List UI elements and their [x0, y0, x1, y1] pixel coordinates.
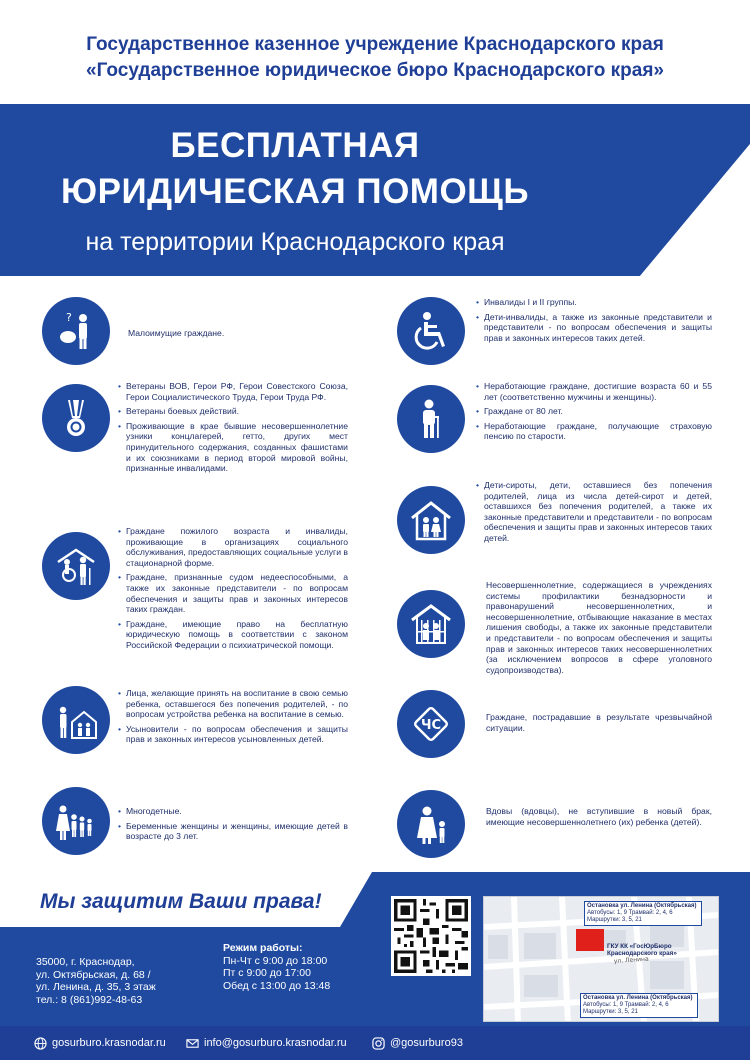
- org-line-2: «Государственное юридическое бюро Краснодарского края»: [86, 60, 664, 81]
- banner-subtitle: на территории Краснодарского края: [85, 228, 505, 256]
- adoption-icon: [42, 686, 110, 754]
- large-family-icon: [42, 787, 110, 855]
- qr-code[interactable]: [391, 896, 471, 976]
- right-item-2-text: [476, 381, 712, 446]
- right-item-5-text: Граждане, пострадавшие в результате чрезвычайной ситуации.: [486, 712, 712, 733]
- widow-icon: [397, 790, 465, 858]
- minors-detention-icon: [397, 590, 465, 658]
- right-item-3-text: [476, 480, 712, 548]
- left-item-5-text: [118, 806, 348, 846]
- svg-text:ул. Ленина: ул. Ленина: [613, 955, 649, 965]
- website-text: gosurburo.krasnodar.ru: [52, 1037, 166, 1049]
- list-item: • Усыновители - по вопросам обеспечения и защиты прав и законных интересов усыновленных детей.: [118, 724, 348, 745]
- list-item: • Проживающие в крае бывшие несовершеннолетние узники концлагерей, гетто, других мест принудительного содержания, созданных фашистами и их союзниками в период второй мировой войны, признанные инвалидами.: [118, 421, 348, 474]
- instagram-link[interactable]: [372, 1026, 463, 1060]
- list-item: • Неработающие граждане, получающие страховую пенсию по старости.: [476, 421, 712, 442]
- wheelchair-icon: [397, 297, 465, 365]
- low-income-icon: [42, 297, 110, 365]
- elderly-disabled-icon: [42, 532, 110, 600]
- right-item-1-text: [476, 297, 712, 347]
- list-item: • Неработающие граждане, достигшие возраста 60 и 55 лет (соответственно мужчины и женщины).: [476, 381, 712, 402]
- banner-title-line-1: БЕСПЛАТНАЯ: [170, 126, 420, 165]
- list-item: • Граждане, признанные судом недееспособными, а также их законные представители - по вопросам обеспечения и защиты прав и законных интересов таких граждан.: [118, 572, 348, 614]
- list-item: • Граждане пожилого возраста и инвалиды, проживающие в организациях социального обслуживания, предоставляющих социальные услуги в стационарной форме.: [118, 526, 348, 568]
- organization-title: [0, 32, 750, 84]
- list-item: • Граждане от 80 лет.: [476, 406, 712, 417]
- list-item: • Ветераны боевых действий.: [118, 406, 348, 417]
- website-link[interactable]: [34, 1026, 166, 1060]
- location-map[interactable]: [483, 896, 719, 1022]
- left-item-2-text: [118, 381, 348, 478]
- instagram-icon: [372, 1037, 385, 1050]
- bus-stop-label-bottom: Остановка ул. Ленина (Октябрьская) Автобусы: 1, 9 Трамвай: 2, 4, 6 Маршрутки: 3, 5, 21: [580, 993, 698, 1018]
- svg-text:ЧС: ЧС: [420, 718, 442, 733]
- left-item-3-text: [118, 526, 348, 655]
- list-item: • Граждане, имеющие право на бесплатную юридическую помощь в соответствии с законом Российской Федерации о психиатрической помощи.: [118, 619, 348, 651]
- left-item-4-text: [118, 688, 348, 749]
- list-item: • Дети-сироты, дети, оставшиеся без попечения родителей, лица из числа детей-сирот и детей, оставшихся без попечения родителей, а также их законные представители и представители - по вопросам обеспечения и защиты прав и законных интересов таких детей.: [476, 480, 712, 544]
- list-item: • Ветераны ВОВ, Герои РФ, Герои Совестского Союза, Герои Социалистического Труда, Герои Труда РФ.: [118, 381, 348, 402]
- right-item-6-text: Вдовы (вдовцы), не вступившие в новый брак, имеющие несовершеннолетнего (их) ребенка (детей).: [486, 806, 712, 827]
- orphans-icon: [397, 486, 465, 554]
- mail-icon: [186, 1037, 199, 1050]
- left-item-1-text: Малоимущие граждане.: [128, 328, 225, 338]
- list-item: • Лица, желающие принять на воспитание в свою семью ребенка, оставшегося без попечения родителей, - по вопросам устройства ребенка на воспитание в семью.: [118, 688, 348, 720]
- medal-icon: [42, 384, 110, 452]
- elderly-person-icon: [397, 385, 465, 453]
- email-text: info@gosurburo.krasnodar.ru: [204, 1037, 347, 1049]
- office-marker-label: ГКУ КК «ГосЮрБюро Краснодарского края»: [607, 943, 677, 957]
- list-item: • Многодетные.: [118, 806, 348, 817]
- list-item: • Беременные женщины и женщины, имеющие детей в возрасте до 3 лет.: [118, 821, 348, 842]
- globe-icon: [34, 1037, 47, 1050]
- bus-stop-label-top: Остановка ул. Ленина (Октябрьская) Автобусы: 1, 9 Трамвай: 2, 4, 6 Маршрутки: 3, 5, 21: [584, 901, 702, 926]
- right-item-4-text: Несовершеннолетние, содержащиеся в учреждениях системы профилактики безнадзорности и правонарушений несовершеннолетних, и несовершеннолетние, отбывающие наказание в местах лишения свободы, а также их законные представители и представители - по вопросам обеспечения и защиты прав и законных интересов таких несовершеннолетних (за исключением вопросов в сфере уголовного судопроизводства).: [486, 580, 712, 675]
- slogan: Мы защитим Ваши права!: [40, 890, 322, 913]
- emergency-icon: [397, 690, 465, 758]
- list-item: • Дети-инвалиды, а также из законные представители и представители - по вопросам обеспечения и защиты прав и законных интересов таких детей.: [476, 312, 712, 344]
- org-line-1: Государственное казенное учреждение Краснодарского края: [86, 34, 664, 55]
- working-hours-title: Режим работы:: [223, 942, 303, 954]
- email-link[interactable]: [186, 1026, 347, 1060]
- working-hours: Режим работы: Пн-Чт с 9:00 до 18:00 Пт с 9:00 до 17:00 Обед с 13:00 до 13:48: [223, 942, 331, 992]
- svg-text:?: ?: [66, 311, 72, 324]
- list-item: • Инвалиды I и II группы.: [476, 297, 712, 308]
- address: 35000, г. Краснодар, ул. Октябрьская, д. 68 / ул. Ленина, д. 35, 3 этаж тел.: 8 (861)992-48-63: [36, 956, 156, 1006]
- banner-title-line-2: ЮРИДИЧЕСКАЯ ПОМОЩЬ: [61, 172, 529, 211]
- instagram-text: @gosurburo93: [390, 1037, 463, 1049]
